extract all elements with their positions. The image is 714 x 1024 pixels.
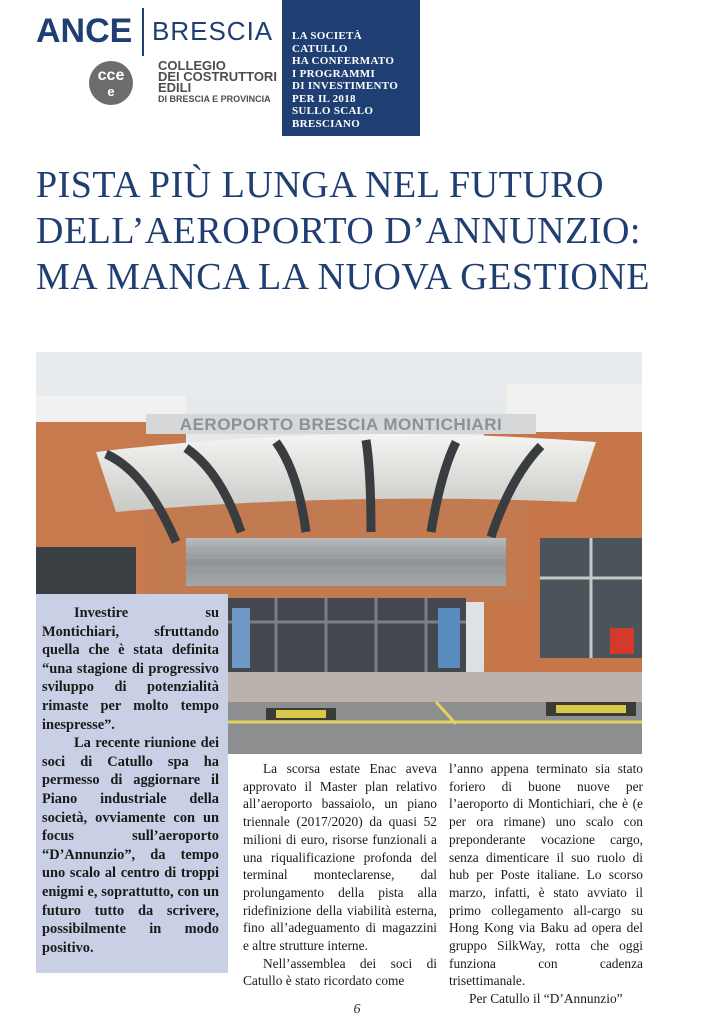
body-column-2 [449, 760, 643, 1008]
col1-paragraph-1: La scorsa estate Enac aveva approvato il Master plan relativo all’aeroporto bassaiolo, un piano triennale (2017/2020) da quasi 52 milioni di euro, risorse funzionali a una riqualificazione profonda del terminal monteclarense, dal prolungamento della pista alla ridefinizione della viabilità esterna, fino all’adeguamento di magazzini e altre strutture interne. [243, 761, 437, 954]
logo-divider [142, 8, 144, 56]
collegio-label [158, 60, 277, 105]
brescia-wordmark: BRESCIA [152, 16, 274, 46]
collegio-line-4: DI BRESCIA E PROVINCIA [158, 94, 271, 104]
title-line-2: DELL’AEROPORTO D’ANNUNZIO: [36, 210, 641, 252]
col2-paragraph-2: Per Catullo il “D’Annunzio” [469, 991, 623, 1007]
collegio-line-3: EDILI [158, 80, 192, 95]
sidebar-text [42, 604, 219, 957]
article-title [36, 162, 686, 300]
collegio-line-2: DEI COSTRUTTORI [158, 69, 277, 84]
cce-logo-icon [88, 60, 134, 106]
airport-sign-text: AEROPORTO BRESCIA MONTICHIARI [179, 415, 503, 434]
ance-brescia-logo [36, 8, 286, 118]
col2-paragraph-1: l’anno appena terminato sia stato foriero di buone nuove per l’aeroporto di Montichiari, che è (e per ora rimane) uno scalo con preponderante vocazione cargo, senza dimenticare il suo ruolo di hub per Poste italiane. Lo scorso marzo, infatti, è stato avviato il primo collegamento all-cargo su Hong Kong via Baku ad opera del gruppo SilkWay, rotta che oggi funziona con cadenza trisettimanale. [449, 761, 643, 989]
ance-wordmark: ANCE [36, 12, 133, 50]
cce-logo-text: cce [97, 67, 125, 84]
header-summary-box [282, 0, 420, 136]
sidebar-paragraph-1: Investire su Montichiari, sfruttando quella che è stata definita “una stagione di progressivo sviluppo di potenzialità rimaste per molto tempo inespresse”. [42, 605, 219, 733]
title-line-1: PISTA PIÙ LUNGA NEL FUTURO [36, 164, 605, 206]
title-line-3: MA MANCA LA NUOVA GESTIONE [36, 256, 651, 298]
page-number: 6 [353, 1002, 361, 1017]
col1-paragraph-2: Nell’assemblea dei soci di Catullo è stato ricordato come [243, 955, 437, 989]
sidebar-paragraph-2: La recente riunione dei soci di Catullo spa ha permesso di aggiornare il Piano industriale della società, ovviamente con un focus sull’aeroporto “D’Annunzio”, da tempo uno scalo al centro di troppi enigmi e, soprattutto, con un futuro tutto da scrivere, possibilmente in modo positivo. [42, 735, 219, 956]
svg-text:e: e [107, 84, 115, 99]
body-column-1 [243, 760, 437, 990]
header-summary-text: LA SOCIETÀ CATULLO HA CONFERMATO I PROGRAMMI DI INVESTIMENTO PER IL 2018 SULLO SCALO BRESCIANO [292, 30, 399, 130]
collegio-line-1: COLLEGIO [158, 58, 226, 73]
sidebar-box [36, 594, 228, 973]
